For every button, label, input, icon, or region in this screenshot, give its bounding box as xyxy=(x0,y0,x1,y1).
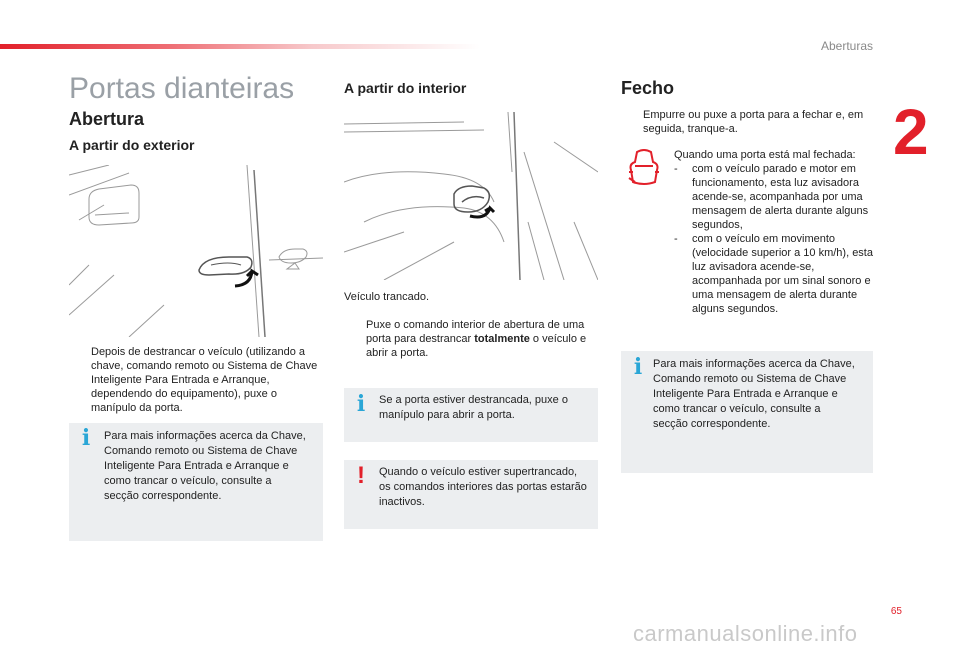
section-title: Aberturas xyxy=(820,39,873,53)
watermark: carmanualsonline.info xyxy=(633,621,858,646)
page-title: Portas dianteiras xyxy=(69,72,295,105)
door-alert-item-1: com o veículo parado e motor em funcionamento, esta luz avisadora acende-se, acompanhada por uma mensagem de alerta durante alguns segundos, xyxy=(692,163,869,231)
left-info-box xyxy=(69,423,323,541)
bullet-arrow-icon xyxy=(69,345,91,415)
left-bullet-text: Depois de destrancar o veículo (utilizando a chave, comando remoto ou Sistema de Chave Inteligente Para Entrada e Arranque, dependendo do equipamento), puxe o manípulo da porta. xyxy=(91,346,318,414)
door-alert-list xyxy=(674,162,874,316)
header-accent-bar xyxy=(0,44,480,49)
left-bullet xyxy=(69,345,321,415)
door-alert-intro: Quando uma porta está mal fechada: xyxy=(674,149,856,161)
door-alert-block xyxy=(674,148,874,316)
middle-info-box xyxy=(344,388,598,442)
chapter-number: 2 xyxy=(893,96,929,168)
middle-info-text: Se a porta estiver destrancada, puxe o manípulo para abrir a porta. xyxy=(379,394,568,421)
right-bullet xyxy=(621,108,869,136)
middle-bullet-bold: totalmente xyxy=(474,333,530,345)
info-icon: i xyxy=(356,391,366,417)
middle-warning-text: Quando o veículo estiver supertrancado, os comandos interiores das portas estarão inactivos. xyxy=(379,466,587,508)
interior-door-illustration xyxy=(344,112,598,280)
warning-icon: ! xyxy=(357,462,365,489)
dash-mark: - xyxy=(674,233,678,245)
middle-caption: Veículo trancado. xyxy=(344,291,430,303)
info-icon: i xyxy=(81,425,91,451)
middle-bullet xyxy=(344,318,592,360)
middle-bullet-text-b: o veículo e abrir a porta. xyxy=(366,333,587,359)
right-info-text: Para mais informações acerca da Chave, Comando remoto ou Sistema de Chave Inteligente Para Entrada e Arranque e como trancar o veículo, consulte a secção correspondente. xyxy=(653,358,855,430)
middle-warning-box xyxy=(344,460,598,529)
heading-interior: A partir do interior xyxy=(344,80,467,96)
right-info-box xyxy=(621,351,873,473)
page-number: 65 xyxy=(890,606,902,617)
door-open-warning-lamp-svg xyxy=(627,148,661,188)
left-info-text: Para mais informações acerca da Chave, Comando remoto ou Sistema de Chave Inteligente Para Entrada e Arranque e como trancar o veículo, consulte a secção correspondente. xyxy=(104,430,306,502)
list-item xyxy=(674,162,874,232)
bullet-arrow-icon xyxy=(621,108,643,136)
middle-bullet-text-a: Puxe o comando interior de abertura de uma porta para destrancar xyxy=(366,319,585,345)
dash-mark: - xyxy=(674,163,678,175)
door-open-warning-lamp-icon xyxy=(627,148,661,188)
heading-fecho: Fecho xyxy=(621,78,675,98)
heading-abertura: Abertura xyxy=(69,109,145,129)
interior-door-drawing xyxy=(344,112,598,280)
exterior-door-illustration xyxy=(69,165,323,337)
list-item xyxy=(674,232,874,316)
bullet-arrow-icon xyxy=(344,318,366,360)
middle-bullet-text xyxy=(366,318,592,360)
subheading-exterior: A partir do exterior xyxy=(69,137,195,153)
exterior-door-drawing xyxy=(69,165,323,337)
right-bullet-text: Empurre ou puxe a porta para a fechar e, em seguida, tranque-a. xyxy=(643,109,864,135)
info-icon: i xyxy=(633,354,643,380)
door-alert-item-2: com o veículo em movimento (velocidade superior a 10 km/h), esta luz avisadora acende-se, acompanhada por um sinal sonoro e uma mensagem de alerta durante alguns segundos. xyxy=(692,233,873,315)
